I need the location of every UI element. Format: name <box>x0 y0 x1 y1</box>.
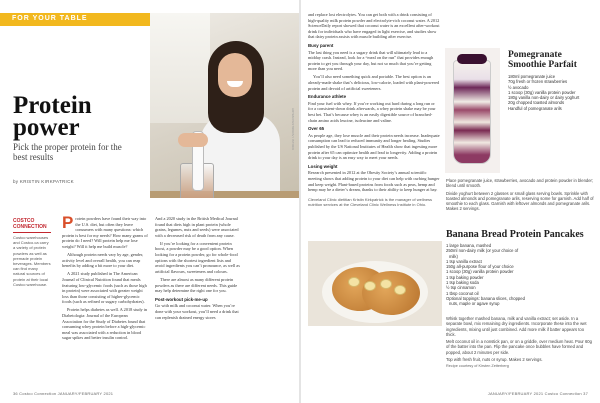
drop-cap: P <box>62 213 74 232</box>
article-title: Protein power <box>13 92 92 141</box>
paragraph: If you’re looking for a convenient protein boost, a powder may be a good option. When looking for a protein powder, go for whole-food options with the shortest ingredient lists and avoid ingredients you can’t pronounce, as well as artificial flavours, sweeteners and colours. <box>155 240 240 274</box>
method-step: Divide yoghurt between 2 glasses or small glass serving bowls. Sprinkle with toasted almonds and pomegranate arils, reserving some for garnish. Add half of smoothie to each glass. Garnish with leftover almonds and pomegranate arils. Makes 2 servings. <box>446 190 594 212</box>
subheading: Losing weight <box>308 163 338 169</box>
pancakes-photo <box>308 241 442 326</box>
paragraph: and replace lost electrolytes. You can get both with a drink consisting of high-quality milk protein powder and electrolyte-rich coconut water. A 2012 ScienceDaily report showed that coconut water is an excellent after-workout drink for individuals who have engaged in light exercise, and studies show that dairy protein assists with muscle building after exercise. <box>308 12 440 40</box>
ingredient: 180g vanilla non-dairy or dairy yoghurt <box>508 95 580 101</box>
method-step: Top with fresh fruit, nuts or syrup. Makes 2 servings. <box>446 357 543 363</box>
paragraph: Find your fuel with whey. If you’re working out hard during a long run or for a consistent-down drink afterwards, a whey protein shake may be your best bet. That’s because whey is an easily digestible source of branched-chain amino acids leucine, isoleucine and valine. <box>308 100 436 123</box>
paragraph: Although protein needs vary by age, gender, activity level and overall health, you can reap benefits by adding a bit more to your diet. <box>62 252 144 269</box>
section-label: FOR YOUR TABLE <box>12 15 88 22</box>
parfait-ingredients <box>508 74 593 111</box>
ingredient: 1 tsp baking soda <box>446 280 479 286</box>
ingredient: 180ml pomegranate juice <box>508 74 556 79</box>
method-step: Melt coconut oil in a nonstick pan, or on a griddle, over medium heat. Pour 60g of the batter into the pan. Flip the pancake once bubbles have formed and popped, about 2 minutes per side. <box>446 339 592 355</box>
page-gutter <box>299 0 301 403</box>
method-step: Whisk together mashed banana, milk and vanilla extract; set aside. In a separate bowl, mix remaining dry ingredients. Incorporate these into the wet ingredients, mixing until just combined. Add more milk if batter appears too thick. <box>446 316 587 337</box>
method-step: Place pomegranate juice, strawberries, avocado and protein powder in blender; blend until smooth. <box>446 178 594 189</box>
paragraph: You’ll also need something quick and portable. The best option is an already-made shake that’s delicious, low-calorie, loaded with plant-powered protein and devoid of artificial sweeteners. <box>308 74 440 91</box>
ingredient: 1 scoop (30g) vanilla protein powder <box>446 269 514 275</box>
paragraph: As people age, they lose muscle and their protein needs increase. Inadequate consumption can lead to reduced immunity and longer healing. Studies published by the US National Institutes of Health show that ingesting more protein after 65 can optimize health and lead to longevity. Adding a protein drink to your day is an easy way to meet your needs. <box>308 132 440 161</box>
body-column-3 <box>308 12 440 210</box>
ingredient: 1 tsp vanilla extract <box>446 258 482 264</box>
byline: by KRISTIN KIRKPATRICK <box>13 179 74 184</box>
paragraph: Research presented in 2012 at the Obesity Society’s annual scientific meeting shows that adding protein to your diet can help with curbing hunger and keep weight. Plant-based proteins from foods such as peas, hemp and hemp may be a dieter’s dream, thanks to their ability to keep hunger at bay. <box>308 170 440 193</box>
paragraph: There are almost as many different protein powders as there are different needs. This guide may help determine the right one for you. <box>155 276 238 294</box>
ingredient: 70g fresh or frozen strawberries <box>508 79 568 85</box>
ingredient: 1 tbsp coconut oil <box>446 290 479 296</box>
recipe-credit: Recipe courtesy of Kirsten Zetterberg <box>446 364 509 369</box>
costco-connection-sidebar <box>13 218 51 287</box>
article-deck: Pick the proper protein for the best results <box>13 142 122 162</box>
recipe-title-parfait: Pomegranate Smoothie Parfait <box>508 50 577 70</box>
hero-photo <box>150 13 299 198</box>
ingredient: 1 scoop (30g) vanilla protein powder <box>508 89 576 95</box>
body-column-2 <box>155 216 241 323</box>
parfait-method <box>446 178 594 214</box>
ingredient: ½ tsp cinnamon <box>446 285 476 291</box>
folio-left: 36 Costco Connection JANUARY/FEBRUARY 2021 <box>13 391 114 396</box>
paragraph: Protein helps diabetes as well. A 2018 study in Diabetologia: Journal of the European Association for the Study of Diabetes found that consuming whey protein before a high-glycemic meal was associated with a reduction in blood sugar spikes and better insulin control. <box>62 307 148 341</box>
author-endnote: Cleveland Clinic dietitian Kristin Kirkpatrick is the manager of wellness nutrition services at the Cleveland Clinic Wellness Institute in Ohio. <box>308 196 433 208</box>
ingredient: 250ml non-dairy milk (or your choice of milk) <box>446 248 519 259</box>
folio-right: JANUARY/FEBRUARY 2021 Costco Connection 37 <box>487 391 588 396</box>
ingredient: 150g all-purpose flour of your choice <box>446 264 514 270</box>
ingredient: ½ avocado <box>508 84 529 90</box>
ingredient: 1 tsp baking powder <box>446 274 484 280</box>
ingredient: Optional toppings: banana slices, chopped nuts, maple or agave syrup <box>446 295 525 307</box>
subheading: Post-workout pick-me-up <box>155 296 208 302</box>
recipe-title-pancakes: Banana Bread Protein Pancakes <box>446 229 584 240</box>
photo-credit: ARTEM PESTRIKOV / ISTOCK <box>291 108 295 151</box>
paragraph: The last thing you need is a sugary drink that will ultimately lead to a midday crash. Instead, look for a “meal on the run” that provides enough protein to get you through your day, but not so much that you’re getting more than you need. <box>308 49 434 72</box>
parfait-photo <box>445 48 500 173</box>
paragraph: Go with milk and coconut water. When you’re done with your workout, you’ll need a drink that can replenish drained energy stores <box>155 303 239 320</box>
body-column-1 <box>62 213 148 343</box>
subheading: Busy parent <box>308 42 334 48</box>
ingredient: 20g chopped toasted almonds <box>508 100 565 106</box>
subheading: Endurance athlete <box>308 94 347 100</box>
paragraph: And a 2020 study in the British Medical Journal found that diets high in plant protein (whole grains, legumes, nuts and seeds) were associated with a decreased risk of death from any cause. <box>155 216 239 238</box>
ingredient: 1 large banana, mashed <box>446 243 492 248</box>
paragraph: A 2021 study published in The American Journal of Clinical Nutrition found that meals featuring low-glycemic foods (such as those high in protein) were associated with greater weight loss than those consisting of higher-glycemic foods (such as refined or sugary carbohydrates). <box>62 271 147 305</box>
subheading: Over 65 <box>308 126 325 132</box>
pancake-ingredients <box>446 243 526 307</box>
sidebar-body: Costco warehouses and Costco.ca carry a variety of protein powders as well as premade protein beverages. Members can find many natural sources of protein at their local Costco warehouse. <box>13 235 51 287</box>
lead-paragraph: Protein powders have found their way into the U.S. diet, but often they leave consumers with many questions: which protein is best for my needs? How many grams of protein do I need? Will protein help me lose weight? Will it help me build muscle? <box>62 213 148 249</box>
ingredient: Handful of pomegranate arils <box>508 105 562 111</box>
sidebar-heading: COSTCO CONNECTION <box>13 218 47 230</box>
pancake-method <box>446 316 594 372</box>
section-banner <box>0 13 150 26</box>
